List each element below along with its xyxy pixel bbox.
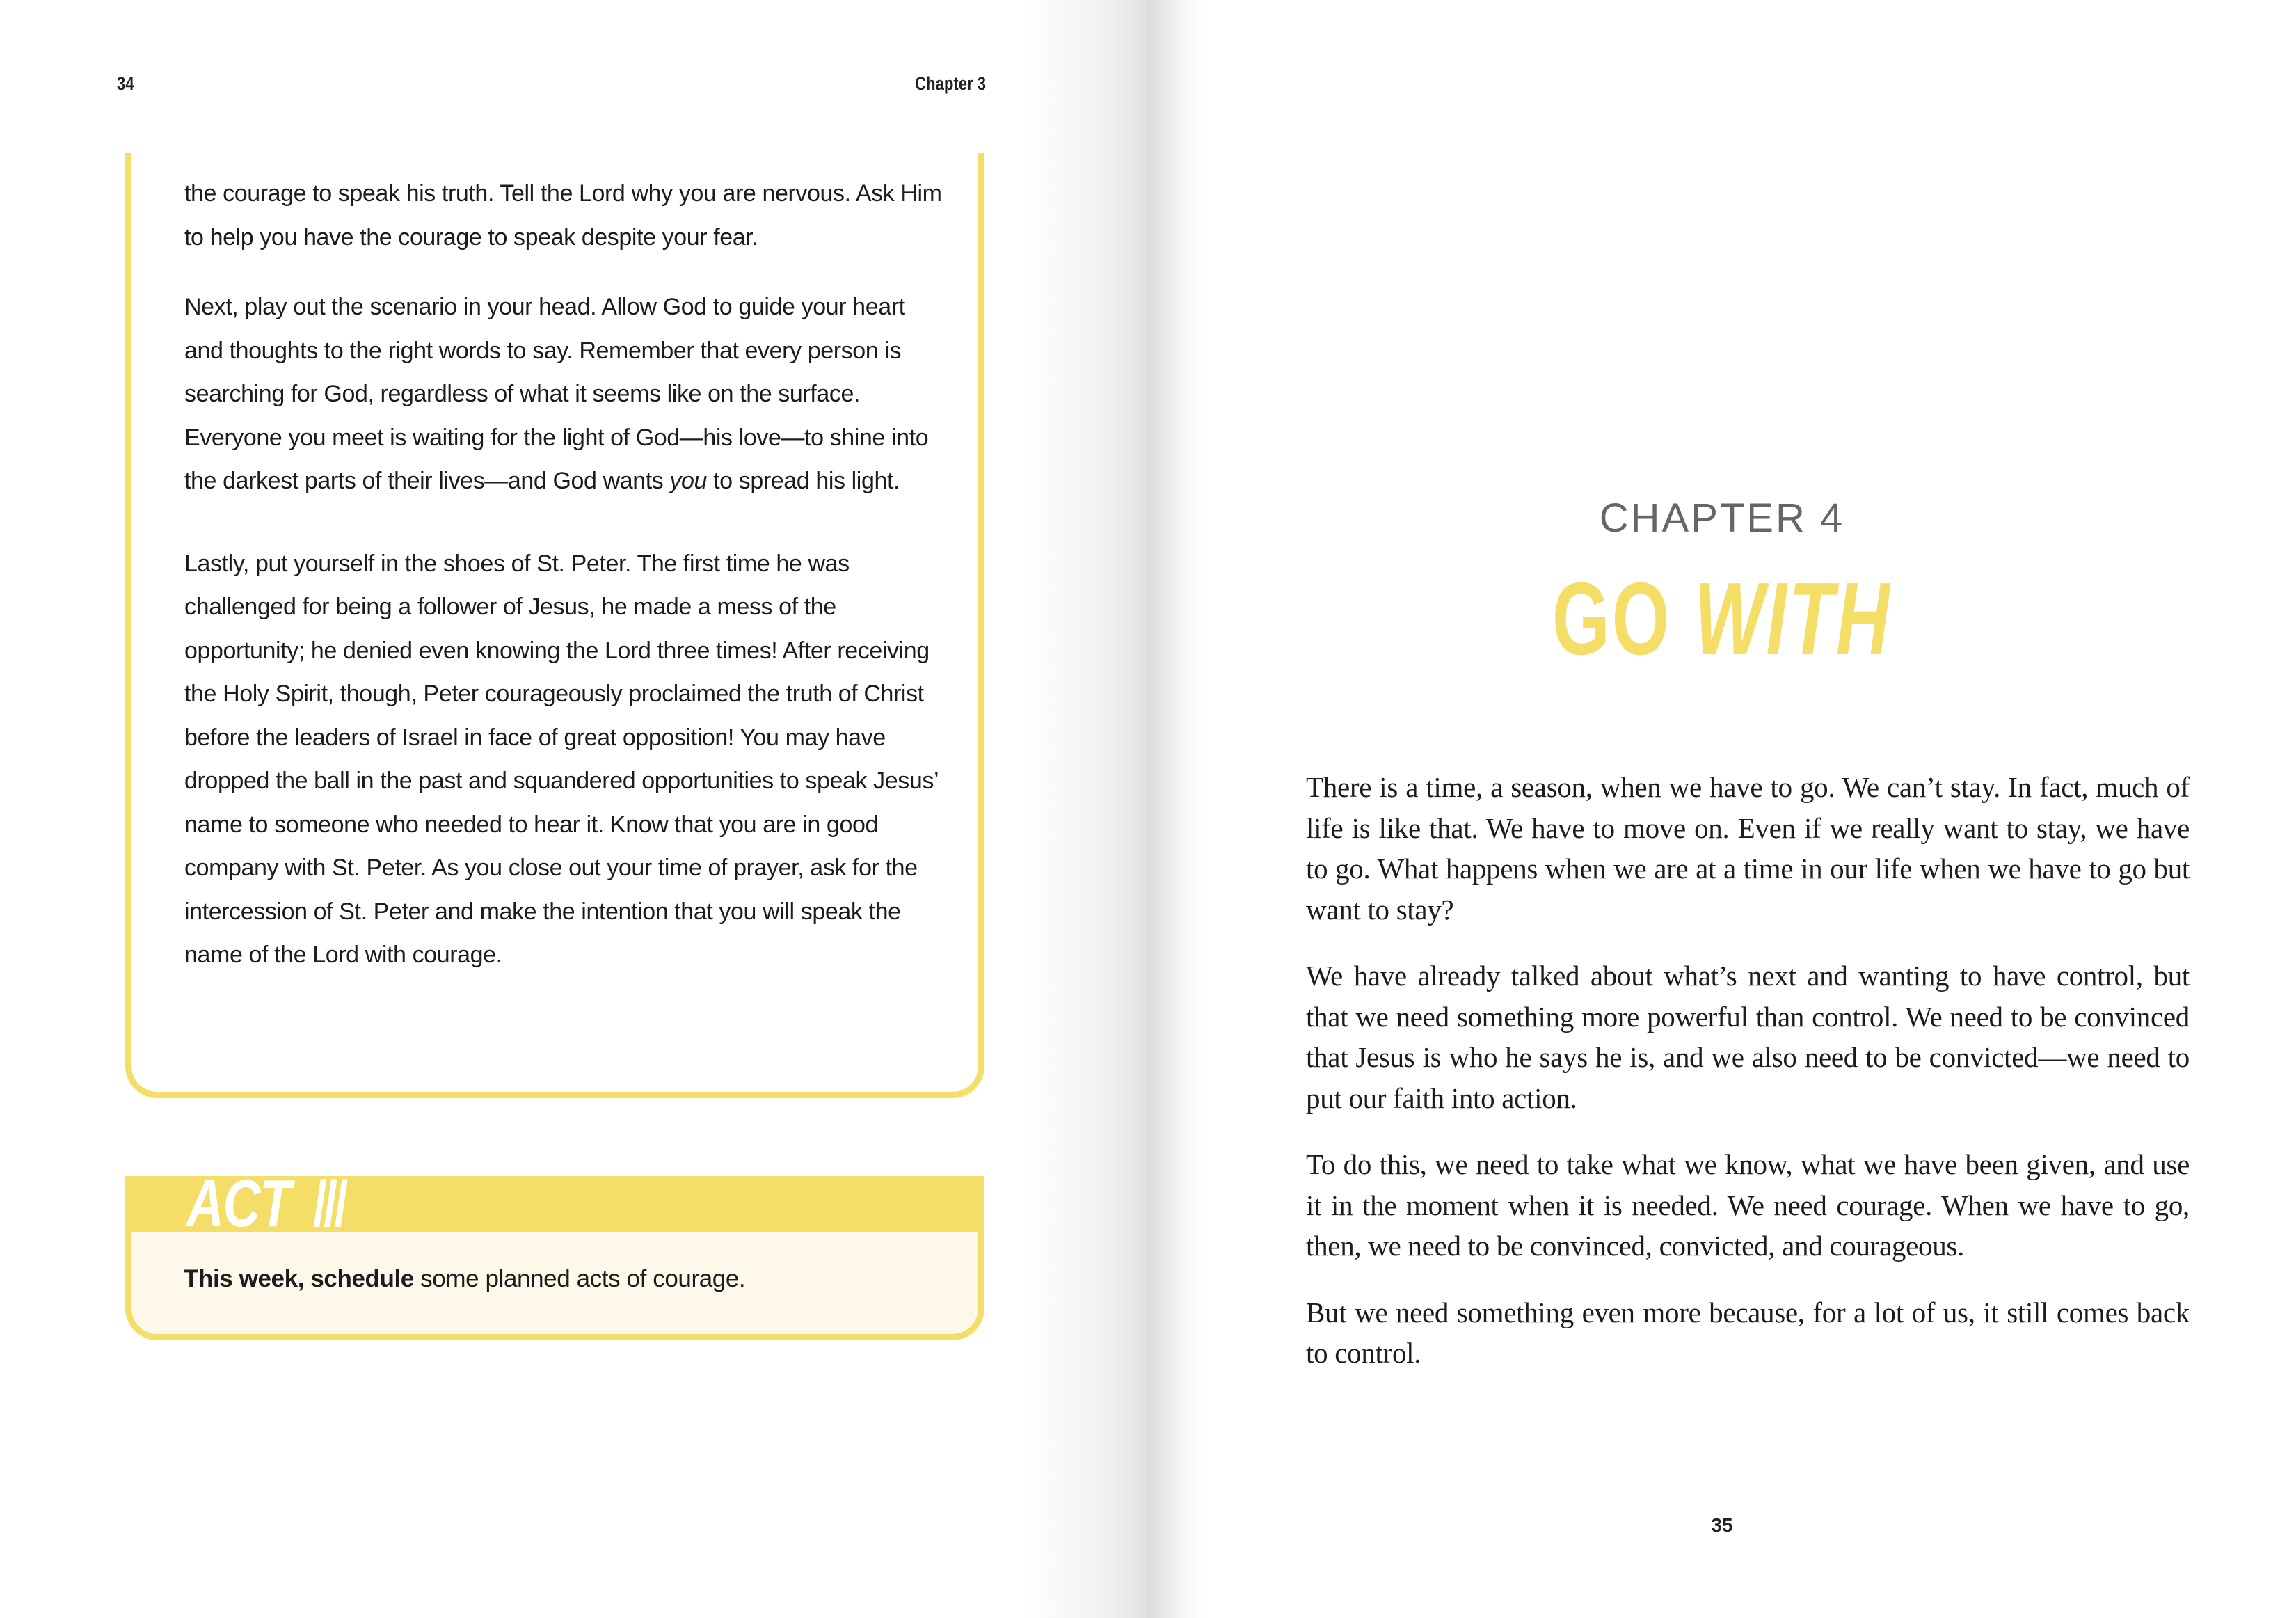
reflection-text	[184, 172, 943, 977]
body-paragraph: There is a time, a season, when we have to go. We can’t stay. In fact, much of life is like that. We have to move on. Even if we really want to stay, we have to go. What happens when we are at a time in our life when we have to go but want to stay?	[1306, 771, 2190, 926]
page-number-right: 35	[1711, 1514, 1733, 1536]
reflection-paragraph: Lastly, put yourself in the shoes of St. Peter. The first time he was challenged for being a follower of Jesus, he made a mess of the opportunity; he denied even knowing the Lord three times! After receiving the Holy Spirit, though, Peter courageously proclaimed the truth of Christ before the leaders of Israel in face of great opposition! You may have dropped the ball in the past and squandered opportunities to speak Jesus’ name to someone who needed to hear it. Know that you are in good company with St. Peter. As you close out your time of prayer, ask for the intercession of St. Peter and make the intention that you will speak the name of the Lord with courage.	[184, 550, 938, 968]
chapter-title	[1148, 564, 2296, 675]
emphasis-text: you	[669, 468, 708, 494]
body-paragraph: But we need something even more because, for a lot of us, it still comes back to control.	[1306, 1296, 2190, 1369]
reflection-paragraph	[184, 285, 943, 503]
act-strong-text: This week, schedule	[184, 1265, 414, 1292]
body-paragraph: To do this, we need to take what we know, what we have been given, and use it in the moment when it is needed. We need courage. When we have to go, then, we need to be convinced, convicted, and courageous.	[1306, 1148, 2190, 1262]
chapter-kicker: CHAPTER 4	[1599, 495, 1845, 541]
gutter-shadow	[1023, 0, 1148, 1618]
running-head: Chapter 3	[915, 73, 987, 94]
act-body-text: some planned acts of courage.	[413, 1265, 746, 1292]
act-text	[184, 1263, 745, 1294]
reflection-paragraph: the courage to speak his truth. Tell the Lord why you are nervous. Ask Him to help you have the courage to speak despite your fear.	[184, 180, 942, 251]
reflection-text-segment: Next, play out the scenario in your head. Allow God to guide your heart and thoughts to the right words to say. Remember that every person is searching for God, regardless of what it seems like on the surface. Everyone you meet is waiting for the light of God—his love—to shine into the darkest parts of their lives—and God wants	[184, 294, 929, 494]
body-paragraph: We have already talked about what’s next and wanting to have control, but that we need something more powerful than control. We need to be convinced that Jesus is who he says he is, and we also need to be convicted—we need to put our faith into action.	[1306, 960, 2190, 1114]
reflection-text-segment: to spread his light.	[707, 468, 900, 494]
page-number-left: 34	[117, 73, 134, 94]
chapter-body	[1306, 767, 2190, 1399]
act-title: ACT	[186, 1166, 291, 1241]
gutter-shadow	[1148, 0, 1204, 1618]
chapter-title-regular: GO	[1552, 562, 1672, 676]
chapter-title-italic: WITH	[1694, 562, 1892, 676]
act-slashes: ///	[313, 1168, 345, 1239]
